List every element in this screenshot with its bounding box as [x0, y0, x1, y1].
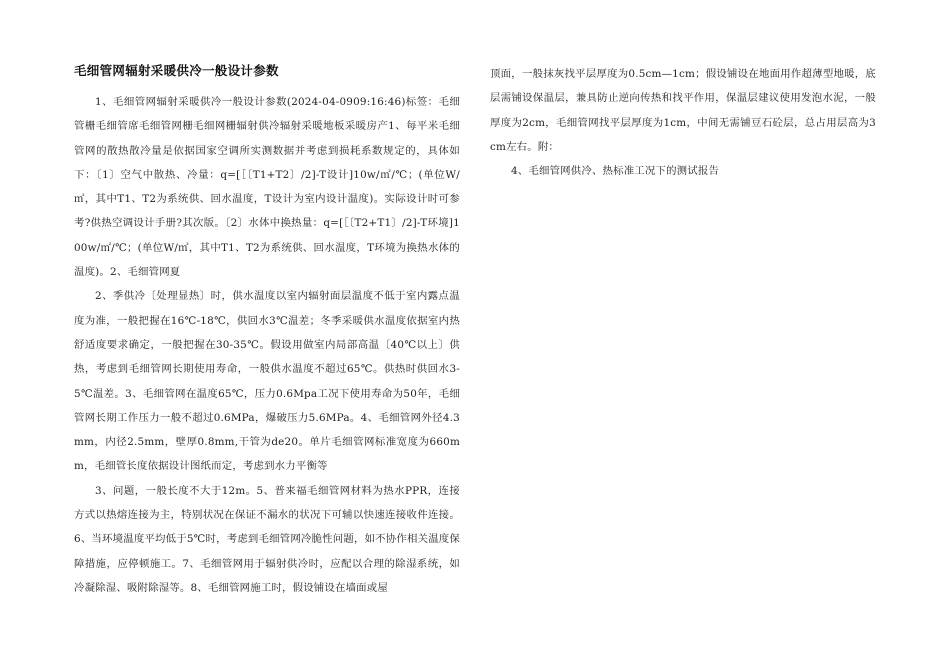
paragraph: 顶面，一般抹灰找平层厚度为0.5cm—1cm；假设铺设在地面用作超薄型地暖，底层需铺设保温层，兼具防止逆向传热和找平作用，保温层建议使用发泡水泥，一般厚度为2cm，毛细管网找平层厚度为1cm，中间无需铺豆石砼层，总占用层高为3cm左右。附：: [490, 68, 876, 153]
paragraph: 4、毛细管网供冷、热标准工况下的测试报告: [511, 165, 720, 178]
paragraph: 2、季供冷〔处理显热〕时，供水温度以室内辐射面层温度不低于室内露点温度为准，一般把握在16℃-18℃，供回水3℃温差；冬季采暖供水温度依据室内热舒适度要求确定，一般把握在30-35℃。假设用做室内局部高温〔40℃以上〕供热，考虑到毛细管网长期使用寿命，一般供水温度不超过65℃。供热时供回水3-5℃温差。3、毛细管网在温度65℃，压力0.6Mpa工况下使用寿命为50年，毛细管网长期工作压力一般不超过0.6MPa，爆破压力5.6MPa。4、毛细管网外径4.3mm，内径2.5mm，壁厚0.8mm,干管为de20。单片毛细管网标准宽度为660mm，毛细管长度依据设计图纸而定，考虑到水力平衡等: [74, 290, 460, 473]
paragraph: 1、毛细管网辐射采暖供冷一般设计参数(2024-04-0909:16:46)标签：毛细管栅毛细管席毛细管网栅毛细网栅辐射供冷辐射采暖地板采暖房产1、每平米毛细管网的散热散冷量是依据国家空调所实测数据并考虑到损耗系数规定的，具体如下：〔1〕空气中散热、冷量：q=[［〔T1+T2〕/2]-T设计]10w/㎡/℃；(单位W/㎡，其中T1、T2为系统供、回水温度，T设计为室内设计温度)。实际设计时可参考?供热空调设计手册?其次版。〔2〕水体中换热量：q=[［〔T2+T1〕/2]-T环境]100w/㎡/℃；(单位W/㎡，其中T1、T2为系统供、回水温度，T环境为换热水体的温度)。2、毛细管网夏: [74, 96, 460, 279]
paragraph: 3、问题，一般长度不大于12m。5、普来福毛细管网材料为热水PPR，连接方式以热熔连接为主，特别状况在保证不漏水的状况下可辅以快速连接收件连接。6、当环境温度平均低于5℃时，考虑到毛细管网冷脆性问题，如不协作相关温度保障措施，应停顿施工。7、毛细管网用于辐射供冷时，应配以合理的除湿系统，如冷凝除湿、吸附除湿等。8、毛细管网施工时，假设铺设在墙面或屋: [74, 484, 460, 594]
left-column: [74, 62, 460, 600]
document-title: 毛细管网辐射采暖供冷一般设计参数: [74, 63, 279, 78]
right-column: [490, 62, 876, 183]
